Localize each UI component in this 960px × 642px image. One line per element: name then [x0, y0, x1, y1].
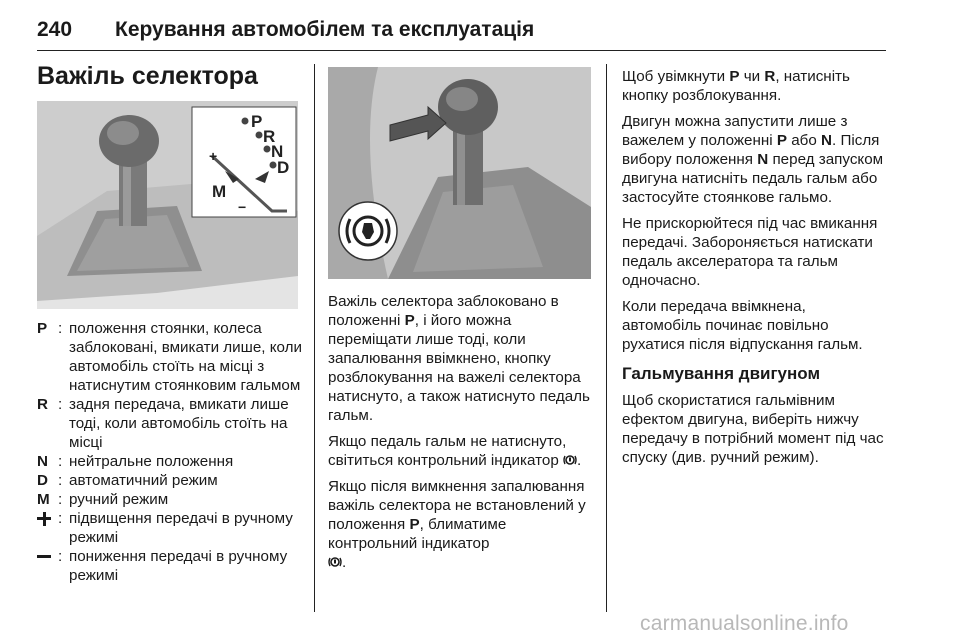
list-item: P : положення стоянки, колеса заблоковані, вмикати лише, коли автомобіль стоїть на місці з натиснутим стоянковим гальмом: [37, 320, 302, 394]
term-m: M: [37, 491, 50, 508]
selector-lock-illustration: [328, 67, 591, 279]
term-minus: [37, 547, 58, 566]
paragraph: Не прискорюйтеся під час вмикання передачі. Забороняється натискати педаль акселератора та гальм одночасно.: [622, 215, 878, 289]
selector-lever-illustration: [37, 101, 298, 309]
list-item: M : ручний режим: [37, 490, 302, 509]
column-divider-right: [606, 64, 607, 612]
gear-label-minus: −: [238, 199, 247, 215]
list-item: R : задня передача, вмикати лише тоді, коли автомобіль стоїть на місці: [37, 395, 302, 452]
desc-n: нейтральне положення: [69, 453, 234, 470]
paragraph: Якщо після вимкнення запалювання важіль селектора не встановлений у положення P, блиматиме контрольний індикатор .: [328, 478, 586, 571]
desc-minus: пониження передачі в ручному режимі: [69, 548, 288, 584]
desc-r: задня передача, вмикати лише тоді, коли автомобіль стоїть на місці: [69, 396, 289, 451]
list-item: D : автоматичний режим: [37, 471, 302, 490]
gear-label-m: M: [212, 182, 227, 201]
chapter-title: Керування автомобілем та експлуатація: [115, 18, 535, 41]
paragraph: Важіль селектора заблоковано в положенні P, і його можна переміщати лише тоді, коли запалювання ввімкнено, кнопку розблокування на важелі селектора натиснуто, а також натиснуто педаль гальм.: [328, 293, 590, 424]
term-d: D: [37, 472, 48, 489]
list-item: : підвищення передачі в ручному режимі: [37, 509, 302, 547]
page-header: [37, 18, 886, 42]
paragraph: Якщо педаль гальм не натиснуто, світиться контрольний індикатор .: [328, 433, 582, 469]
gear-position-list: [37, 319, 302, 585]
term-plus: [37, 509, 58, 528]
desc-plus: підвищення передачі в ручному режимі: [69, 510, 293, 546]
term-n: N: [37, 453, 48, 470]
desc-m: ручний режим: [69, 491, 169, 508]
list-item: : пониження передачі в ручному режимі: [37, 547, 302, 585]
page-number: 240: [37, 18, 73, 41]
paragraph: Коли передача ввімкнена, автомобіль починає повільно рухатися після відпускання гальм.: [622, 298, 863, 353]
brake-warning-icon: [328, 555, 342, 569]
gear-label-p: P: [251, 112, 263, 131]
watermark: carmanualsonline.info: [640, 612, 849, 635]
term-p: P: [37, 320, 48, 337]
brake-warning-icon: [563, 453, 577, 467]
paragraph: Щоб скористатися гальмівним ефектом двигуна, виберіть нижчу передачу в потрібний момент під час спуску (див. ручний режим).: [622, 392, 884, 466]
gear-label-d: D: [277, 158, 290, 177]
column-divider-left: [314, 64, 315, 612]
gear-label-plus: +: [209, 148, 218, 164]
minus-icon: [37, 547, 51, 566]
column-3-text: [622, 67, 888, 474]
subheading-engine-braking: Гальмування двигуном: [622, 364, 821, 383]
desc-p: положення стоянки, колеса заблоковані, вмикати лише, коли автомобіль стоїть на місці з натиснутим стоянковим гальмом: [69, 320, 302, 394]
paragraph: Щоб увімкнути P чи R, натисніть кнопку розблокування.: [622, 68, 850, 104]
column-2-text: [328, 292, 592, 579]
gear-label-r: R: [263, 127, 276, 146]
list-item: N : нейтральне положення: [37, 452, 302, 471]
gear-label-n: N: [271, 142, 284, 161]
term-r: R: [37, 396, 48, 413]
paragraph: Двигун можна запустити лише з важелем у положенні P або N. Після вибору положення N перед запуском двигуна натисніть педаль гальм або застосуйте стоянкове гальмо.: [622, 113, 884, 206]
desc-d: автоматичний режим: [69, 472, 218, 489]
section-title: Важіль селектора: [37, 62, 258, 90]
header-rule: [37, 50, 886, 51]
plus-icon: [37, 509, 51, 528]
